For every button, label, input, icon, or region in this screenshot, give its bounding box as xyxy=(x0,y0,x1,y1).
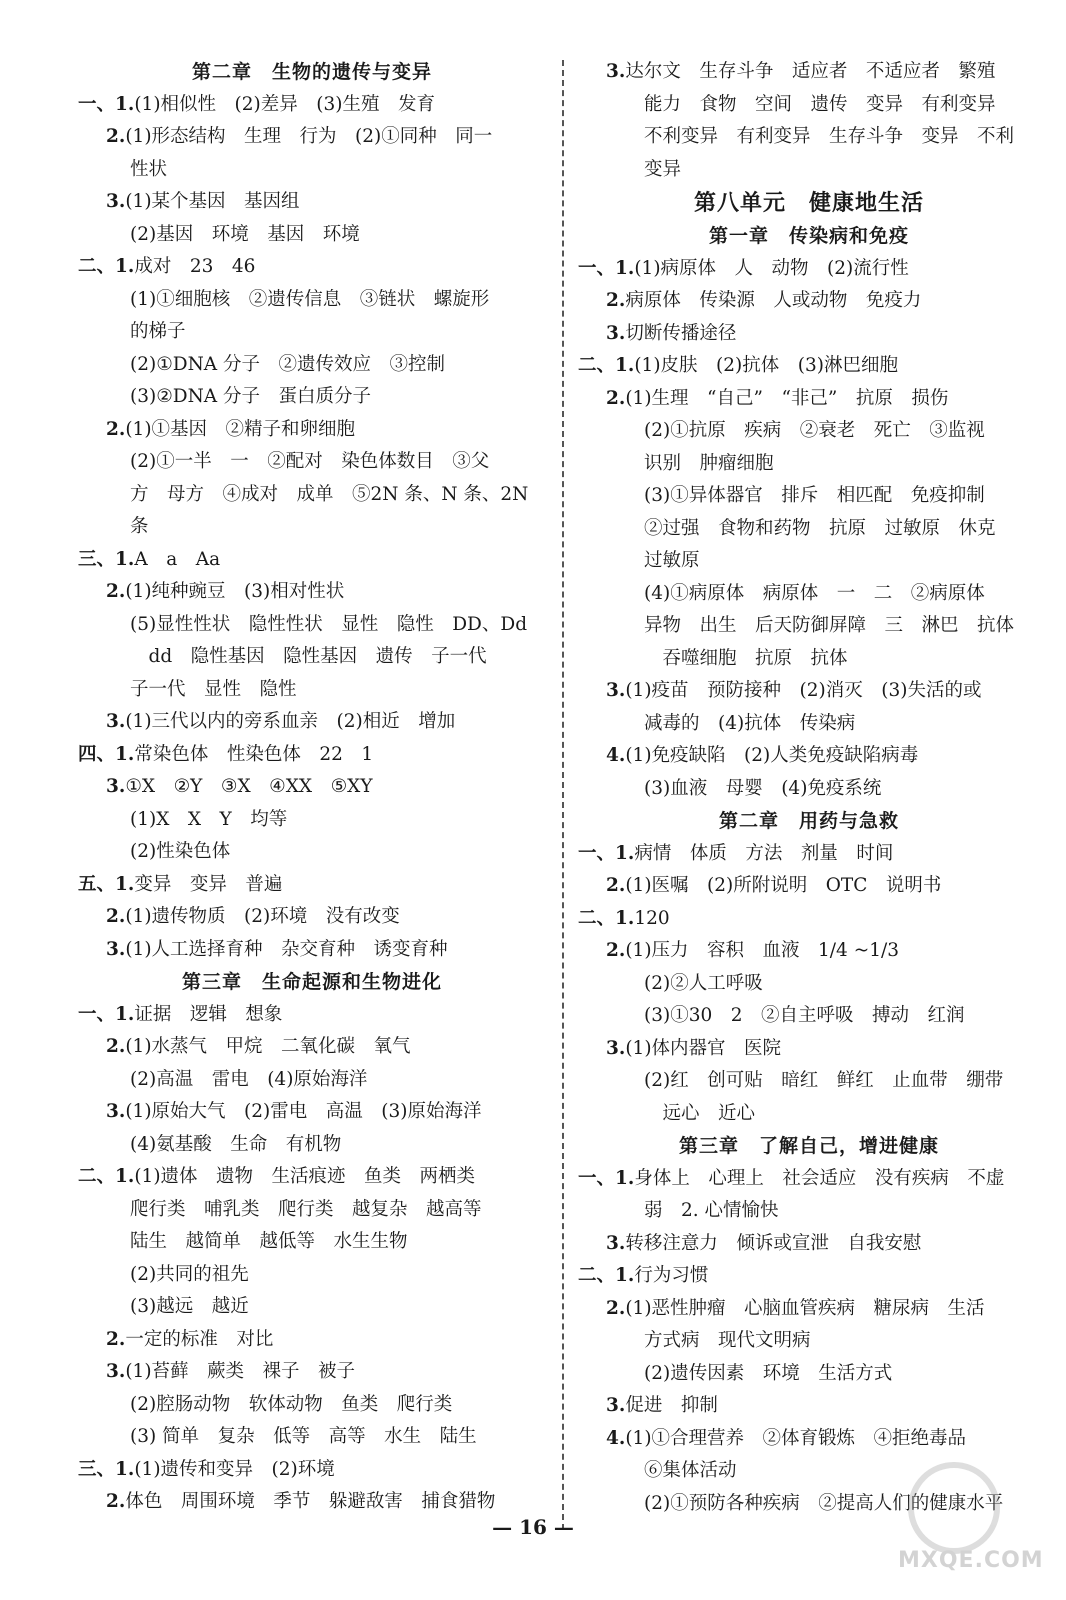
answer-text: 陆生 越简单 越低等 水生生物 xyxy=(130,1231,408,1252)
question-number: 2. xyxy=(106,1328,126,1350)
answer-text: 达尔文 生存斗争 适应者 不适应者 繁殖 xyxy=(625,61,996,82)
answer-line xyxy=(78,1291,546,1324)
answer-text: 子一代 显性 隐性 xyxy=(130,678,297,700)
answer-text: (1)X X Y 均等 xyxy=(130,808,288,830)
answer-line xyxy=(578,545,1040,578)
question-number: 3. xyxy=(606,680,626,701)
answer-line xyxy=(578,121,1040,154)
question-number: 2. xyxy=(106,1036,126,1057)
answer-line xyxy=(578,1260,1040,1293)
answer-line xyxy=(78,251,546,284)
answer-line xyxy=(578,1163,1040,1196)
answer-line xyxy=(578,968,1040,1001)
watermark-circle-icon xyxy=(908,1462,1000,1554)
answer-line xyxy=(578,480,1040,513)
answer-line xyxy=(78,89,546,122)
answer-line xyxy=(78,1389,546,1422)
answer-line xyxy=(578,1065,1040,1098)
answer-line xyxy=(78,186,546,219)
question-number: 一、1. xyxy=(78,1003,135,1025)
answer-line xyxy=(578,1000,1040,1033)
answer-line xyxy=(78,121,546,154)
question-number: 3. xyxy=(606,1395,626,1416)
answer-text: (1)医嘱 (2)所附说明 OTC 说明书 xyxy=(625,875,942,896)
answer-line xyxy=(578,1098,1040,1131)
answer-text: (1)生理 “自己” “非己” 抗原 损伤 xyxy=(625,387,949,409)
answer-text: (2)①预防各种疾病 ②提高人们的健康水平 xyxy=(644,1492,1004,1514)
right-column xyxy=(578,56,1040,1520)
answer-text: 身体上 心理上 社会适应 没有疾病 不虚 xyxy=(634,1167,1005,1189)
answer-line xyxy=(578,513,1040,546)
answer-text: 切断传播途径 xyxy=(625,322,737,344)
answer-line xyxy=(78,1356,546,1389)
question-number: 3. xyxy=(606,1232,626,1254)
answer-text: (1)压力 容积 血液 1/4 ~1/3 xyxy=(625,940,899,961)
answer-line xyxy=(78,511,546,544)
answer-text: (1)体内器官 医院 xyxy=(625,1037,782,1059)
column-divider xyxy=(562,60,564,1530)
answer-text: (2)①一半 一 ②配对 染色体数目 ③父 xyxy=(130,451,490,472)
question-number: 3. xyxy=(606,1037,626,1059)
answer-text: (1)恶性肿瘤 心脑血管疾病 糖尿病 生活 xyxy=(625,1297,985,1319)
answer-line xyxy=(78,739,546,772)
answer-line xyxy=(578,253,1040,286)
answer-text: (5)显性性状 隐性性状 显性 隐性 DD、Dd xyxy=(130,613,528,635)
question-number: 2. xyxy=(106,126,126,147)
answer-text: (2)遗传因素 环境 生活方式 xyxy=(644,1362,893,1384)
answer-line xyxy=(578,1293,1040,1326)
answer-line xyxy=(78,771,546,804)
question-number: 3. xyxy=(106,938,126,960)
answer-line xyxy=(78,1259,546,1292)
answer-line xyxy=(78,544,546,577)
answer-text: (2)腔肠动物 软体动物 鱼类 爬行类 xyxy=(130,1393,453,1415)
answer-text: (1)①细胞核 ②遗传信息 ③链状 螺旋形 xyxy=(130,288,490,310)
answer-text: 变异 变异 普遍 xyxy=(134,873,283,895)
answer-line xyxy=(578,870,1040,903)
answer-line xyxy=(78,284,546,317)
answer-line xyxy=(578,154,1040,187)
answer-text: (1)遗传物质 (2)环境 没有改变 xyxy=(125,906,400,927)
answer-line xyxy=(578,1390,1040,1423)
answer-text: 成对 23 46 xyxy=(134,256,256,277)
answer-text: (3)越远 越近 xyxy=(130,1296,249,1317)
answer-line xyxy=(78,1096,546,1129)
answer-line xyxy=(578,675,1040,708)
question-number: 五、1. xyxy=(78,873,135,895)
answer-line xyxy=(578,838,1040,871)
answer-line xyxy=(78,1421,546,1454)
answer-text: (1)苔藓 蕨类 裸子 被子 xyxy=(125,1361,356,1382)
answer-line xyxy=(578,89,1040,122)
answer-text: 异物 出生 后天防御屏障 三 淋巴 抗体 xyxy=(644,615,1015,636)
unit-heading: 第八单元 健康地生活 xyxy=(693,190,924,216)
answer-text: 识别 肿瘤细胞 xyxy=(644,452,774,474)
question-number: 2. xyxy=(106,581,126,602)
question-number: 三、1. xyxy=(78,1458,135,1480)
answer-line xyxy=(78,674,546,707)
answer-text: 病原体 传染源 人或动物 免疫力 xyxy=(625,290,922,311)
answer-text: 方式病 现代文明病 xyxy=(644,1330,811,1351)
answer-text: ①X ②Y ③X ④XX ⑤XY xyxy=(125,776,373,797)
question-number: 一、1. xyxy=(578,257,635,279)
question-number: 四、1. xyxy=(78,743,135,765)
answer-text: (1)原始大气 (2)雷电 高温 (3)原始海洋 xyxy=(125,1101,482,1122)
answer-line xyxy=(78,1031,546,1064)
answer-line xyxy=(578,415,1040,448)
answer-text: (1)三代以内的旁系血亲 (2)相近 增加 xyxy=(125,711,456,732)
answer-line xyxy=(78,1129,546,1162)
question-number: 2. xyxy=(606,290,626,311)
answer-text: 不利变异 有利变异 生存斗争 变异 不利 xyxy=(644,126,1015,147)
answer-text: 远心 近心 xyxy=(644,1102,756,1124)
answer-text: (1)皮肤 (2)抗体 (3)淋巴细胞 xyxy=(634,355,898,376)
answer-line xyxy=(78,1064,546,1097)
question-number: 3. xyxy=(106,191,126,212)
answer-text: (1)①基因 ②精子和卵细胞 xyxy=(125,418,356,440)
question-number: 一、1. xyxy=(78,93,135,115)
answer-line xyxy=(78,609,546,642)
question-number: 3. xyxy=(606,61,626,82)
answer-text: (1)病原体 人 动物 (2)流行性 xyxy=(634,257,909,279)
answer-text: 过敏原 xyxy=(644,550,700,571)
answer-text: (1)免疫缺陷 (2)人类免疫缺陷病毒 xyxy=(625,745,919,766)
answer-line xyxy=(78,576,546,609)
answer-line xyxy=(78,1486,546,1519)
question-number: 2. xyxy=(606,387,626,409)
question-number: 2. xyxy=(106,418,126,440)
answer-line xyxy=(578,56,1040,89)
question-number: 2. xyxy=(606,875,626,896)
answer-text: 转移注意力 倾诉或宣泄 自我安慰 xyxy=(625,1232,922,1254)
answer-line xyxy=(578,285,1040,318)
question-number: 一、1. xyxy=(578,1167,635,1189)
answer-text: (3)①异体器官 排斥 相匹配 免疫抑制 xyxy=(644,485,985,506)
question-number: 2. xyxy=(106,906,126,927)
question-number: 3. xyxy=(106,776,126,797)
answer-text: (1)纯种豌豆 (3)相对性状 xyxy=(125,581,345,602)
answer-text: (1)人工选择育种 杂交育种 诱变育种 xyxy=(125,938,448,960)
question-number: 4. xyxy=(606,1427,626,1449)
left-column xyxy=(78,56,546,1519)
answer-line xyxy=(578,1228,1040,1261)
question-number: 三、1. xyxy=(78,548,135,570)
answer-line xyxy=(578,1423,1040,1456)
answer-text: dd 隐性基因 隐性基因 遗传 子一代 xyxy=(130,646,487,667)
question-number: 3. xyxy=(106,1361,126,1382)
answer-text: 证据 逻辑 想象 xyxy=(134,1003,283,1025)
page-number: — 16 — xyxy=(492,1515,574,1539)
answer-line xyxy=(578,773,1040,806)
answer-line xyxy=(78,316,546,349)
answer-line xyxy=(578,578,1040,611)
answer-line xyxy=(578,708,1040,741)
answer-line xyxy=(78,219,546,252)
answer-line xyxy=(578,935,1040,968)
answer-text: A a Aa xyxy=(134,548,221,570)
answer-line xyxy=(578,1033,1040,1066)
answer-text: 爬行类 哺乳类 爬行类 越复杂 越高等 xyxy=(130,1198,482,1220)
answer-text: 条 xyxy=(130,516,149,537)
answer-text: ⑥集体活动 xyxy=(644,1460,737,1481)
answer-text: (1)形态结构 生理 行为 (2)①同种 同一 xyxy=(125,126,493,147)
answer-text: 行为习惯 xyxy=(634,1265,709,1286)
answer-text: 120 xyxy=(634,907,670,929)
answer-line xyxy=(78,706,546,739)
watermark-text: MXQE.COM xyxy=(898,1548,1044,1573)
answer-line xyxy=(78,414,546,447)
answer-text: (2)①DNA 分子 ②遗传效应 ③控制 xyxy=(130,353,446,375)
answer-text: (1)相似性 (2)差异 (3)生殖 发育 xyxy=(134,93,435,115)
question-number: 二、1. xyxy=(578,1265,635,1286)
question-number: 二、1. xyxy=(578,355,635,376)
answer-line xyxy=(78,349,546,382)
answer-line xyxy=(78,479,546,512)
question-number: 二、1. xyxy=(578,907,635,929)
chapter-heading: 第二章 生物的遗传与变异 xyxy=(191,61,432,83)
answer-text: (2)红 创可贴 暗红 鲜红 止血带 绷带 xyxy=(644,1070,1004,1091)
answer-line xyxy=(578,448,1040,481)
answer-text: 吞噬细胞 抗原 抗体 xyxy=(644,647,848,669)
answer-text: (3)②DNA 分子 蛋白质分子 xyxy=(130,386,372,407)
answer-line xyxy=(578,643,1040,676)
answer-line xyxy=(78,804,546,837)
answer-text: (1)水蒸气 甲烷 二氧化碳 氧气 xyxy=(125,1036,411,1057)
question-number: 2. xyxy=(106,1491,126,1512)
question-number: 3. xyxy=(106,711,126,732)
answer-text: (2)高温 雷电 (4)原始海洋 xyxy=(130,1068,368,1090)
answer-line xyxy=(578,1358,1040,1391)
question-number: 4. xyxy=(606,745,626,766)
answer-line xyxy=(78,381,546,414)
answer-text: 一定的标准 对比 xyxy=(125,1328,274,1350)
answer-text: 弱 2. 心情愉快 xyxy=(644,1200,779,1221)
answer-text: (3)①30 2 ②自主呼吸 搏动 红润 xyxy=(644,1005,965,1026)
answer-text: (2)基因 环境 基因 环境 xyxy=(130,223,360,245)
answer-text: (4)①病原体 病原体 一 二 ②病原体 xyxy=(644,582,985,604)
answer-line xyxy=(578,903,1040,936)
answer-line xyxy=(78,934,546,967)
answer-text: 方 母方 ④成对 成单 ⑤2N 条、N 条、2N xyxy=(130,483,529,505)
question-number: 2. xyxy=(606,940,626,961)
answer-text: 性状 xyxy=(130,158,168,180)
answer-text: ②过强 食物和药物 抗原 过敏原 休克 xyxy=(644,517,996,539)
answer-text: (2)②人工呼吸 xyxy=(644,972,763,994)
answer-text: 病情 体质 方法 剂量 时间 xyxy=(634,842,894,864)
answer-line xyxy=(78,446,546,479)
answer-line xyxy=(578,318,1040,351)
question-number: 3. xyxy=(606,322,626,344)
answer-line xyxy=(578,1325,1040,1358)
answer-text: 减毒的 (4)抗体 传染病 xyxy=(644,712,856,734)
answer-text: (4)氨基酸 生命 有机物 xyxy=(130,1133,342,1155)
answer-line xyxy=(578,350,1040,383)
answer-text: (3) 简单 复杂 低等 高等 水生 陆生 xyxy=(130,1426,477,1447)
answer-text: (1)疫苗 预防接种 (2)消灭 (3)失活的或 xyxy=(625,680,982,701)
question-number: 2. xyxy=(606,1297,626,1319)
answer-line xyxy=(78,641,546,674)
answer-text: (3)血液 母婴 (4)免疫系统 xyxy=(644,777,882,799)
answer-text: 常染色体 性染色体 22 1 xyxy=(134,743,374,765)
answer-text: (1)遗体 遗物 生活痕迹 鱼类 两栖类 xyxy=(134,1166,476,1187)
answer-text: (2)性染色体 xyxy=(130,841,231,862)
watermark-logo xyxy=(898,1462,1048,1582)
answer-text: 促进 抑制 xyxy=(625,1395,718,1416)
answer-line xyxy=(78,1226,546,1259)
question-number: 一、1. xyxy=(578,842,635,864)
answer-line xyxy=(578,383,1040,416)
answer-text: (2)①抗原 疾病 ②衰老 死亡 ③监视 xyxy=(644,420,985,441)
answer-text: (1)某个基因 基因组 xyxy=(125,191,300,212)
answer-text: (1)①合理营养 ②体育锻炼 ④拒绝毒品 xyxy=(625,1427,967,1449)
question-number: 3. xyxy=(106,1101,126,1122)
answer-line xyxy=(78,999,546,1032)
answer-line xyxy=(578,610,1040,643)
answer-line xyxy=(578,740,1040,773)
question-number: 二、1. xyxy=(78,1166,135,1187)
answer-text: 体色 周围环境 季节 躲避敌害 捕食猎物 xyxy=(125,1491,496,1512)
answer-line xyxy=(78,869,546,902)
answer-text: 的梯子 xyxy=(130,321,186,342)
answer-text: 能力 食物 空间 遗传 变异 有利变异 xyxy=(644,93,996,115)
chapter-heading: 第二章 用药与急救 xyxy=(718,810,899,832)
answer-line xyxy=(78,1324,546,1357)
chapter-heading: 第一章 传染病和免疫 xyxy=(708,225,909,247)
answer-line xyxy=(78,901,546,934)
answer-line xyxy=(578,1195,1040,1228)
chapter-heading: 第三章 生命起源和生物进化 xyxy=(181,971,442,993)
answer-line xyxy=(78,1194,546,1227)
question-number: 二、1. xyxy=(78,256,135,277)
answer-line xyxy=(78,1161,546,1194)
chapter-heading: 第三章 了解自己，增进健康 xyxy=(678,1135,939,1157)
answer-line xyxy=(78,154,546,187)
answer-text: (2)共同的祖先 xyxy=(130,1263,249,1285)
answer-text: (1)遗传和变异 (2)环境 xyxy=(134,1458,335,1480)
answer-line xyxy=(78,836,546,869)
answer-text: 变异 xyxy=(644,158,682,180)
answer-line xyxy=(78,1454,546,1487)
